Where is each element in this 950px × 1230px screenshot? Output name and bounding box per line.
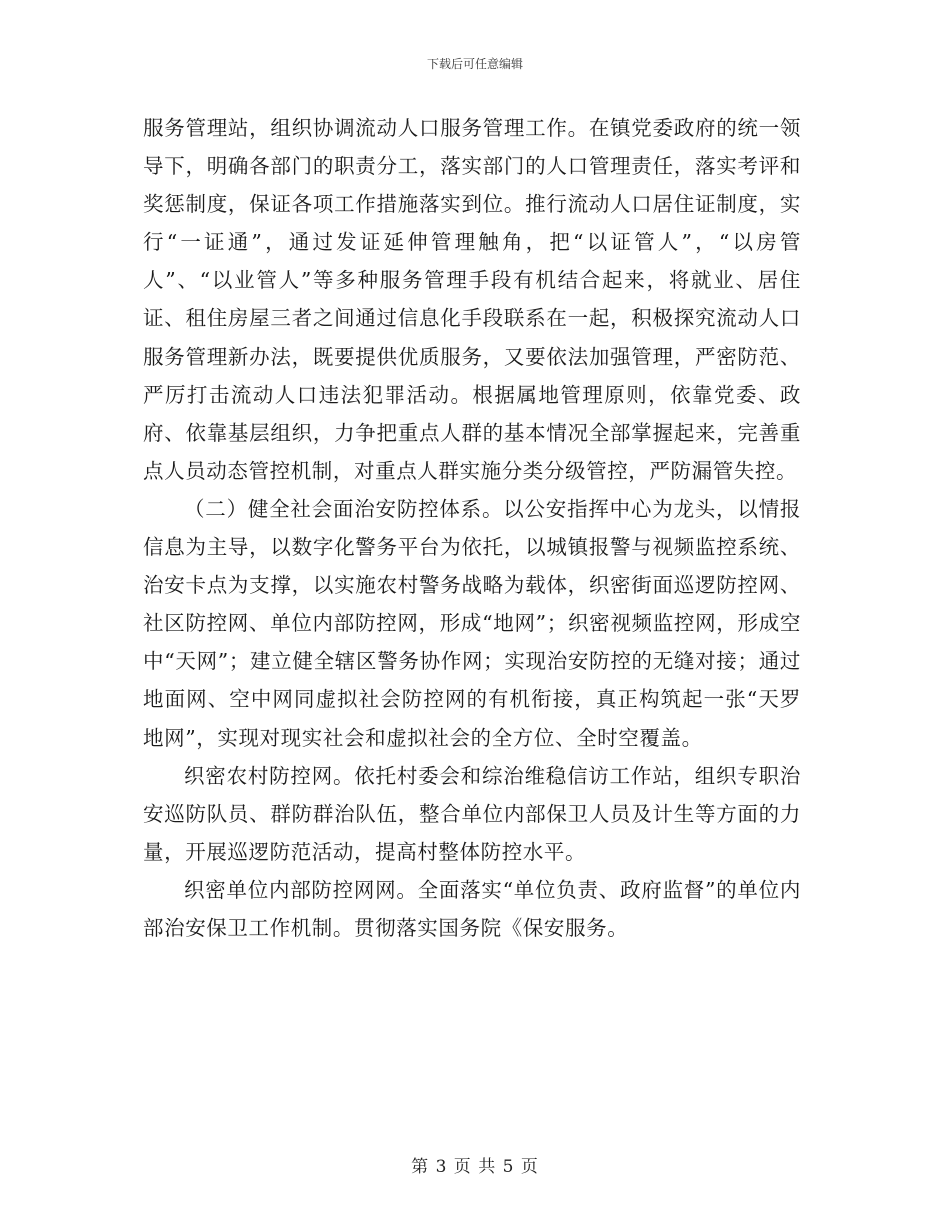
page-header-note: 下载后可任意编辑	[426, 57, 523, 71]
page-number-footer: 第 3 页 共 5 页	[411, 1157, 539, 1177]
paragraph-public-security-system: （二）健全社会面治安防控体系。以公安指挥中心为龙头，以情报信息为主导，以数字化警务平台为依托，以城镇报警与视频监控系统、治安卡点为支撑，以实施农村警务战略为载体，织密街面巡逻防控网、社区防控网、单位内部防控网，形成“地网”；织密视频监控网，形成空中“天网”；建立健全辖区警务协作网；实现治安防控的无缝对接；通过地面网、空中网同虚拟社会防控网的有机衔接，真正构筑起一张“天罗地网”，实现对现实社会和虚拟社会的全方位、全时空覆盖。	[143, 496, 801, 750]
paragraph-population-management: 服务管理站，组织协调流动人口服务管理工作。在镇党委政府的统一领导下，明确各部门的职责分工，落实部门的人口管理责任，落实考评和奖惩制度，保证各项工作措施落实到位。推行流动人口居住证制度，实行“一证通”，通过发证延伸管理触角，把“以证管人”，“以房管人”、“以业管人”等多种服务管理手段有机结合起来，将就业、居住证、租住房屋三者之间通过信息化手段联系在一起，积极探究流动人口服务管理新办法，既要提供优质服务，又要依法加强管理，严密防范、严厉打击流动人口违法犯罪活动。根据属地管理原则，依靠党委、政府、依靠基层组织，力争把重点人群的基本情况全部掌握起来，完善重点人员动态管控机制，对重点人群实施分类分级管控，严防漏管失控。	[143, 116, 801, 483]
document-body	[143, 109, 801, 947]
paragraph-rural-network: 织密农村防控网。依托村委会和综治维稳信访工作站，组织专职治安巡防队员、群防群治队伍，整合单位内部保卫人员及计生等方面的力量，开展巡逻防范活动，提高村整体防控水平。	[143, 763, 801, 864]
paragraph-internal-network: 织密单位内部防控网网。全面落实“单位负责、政府监督”的单位内部治安保卫工作机制。贯彻落实国务院《保安服务。	[143, 877, 801, 940]
